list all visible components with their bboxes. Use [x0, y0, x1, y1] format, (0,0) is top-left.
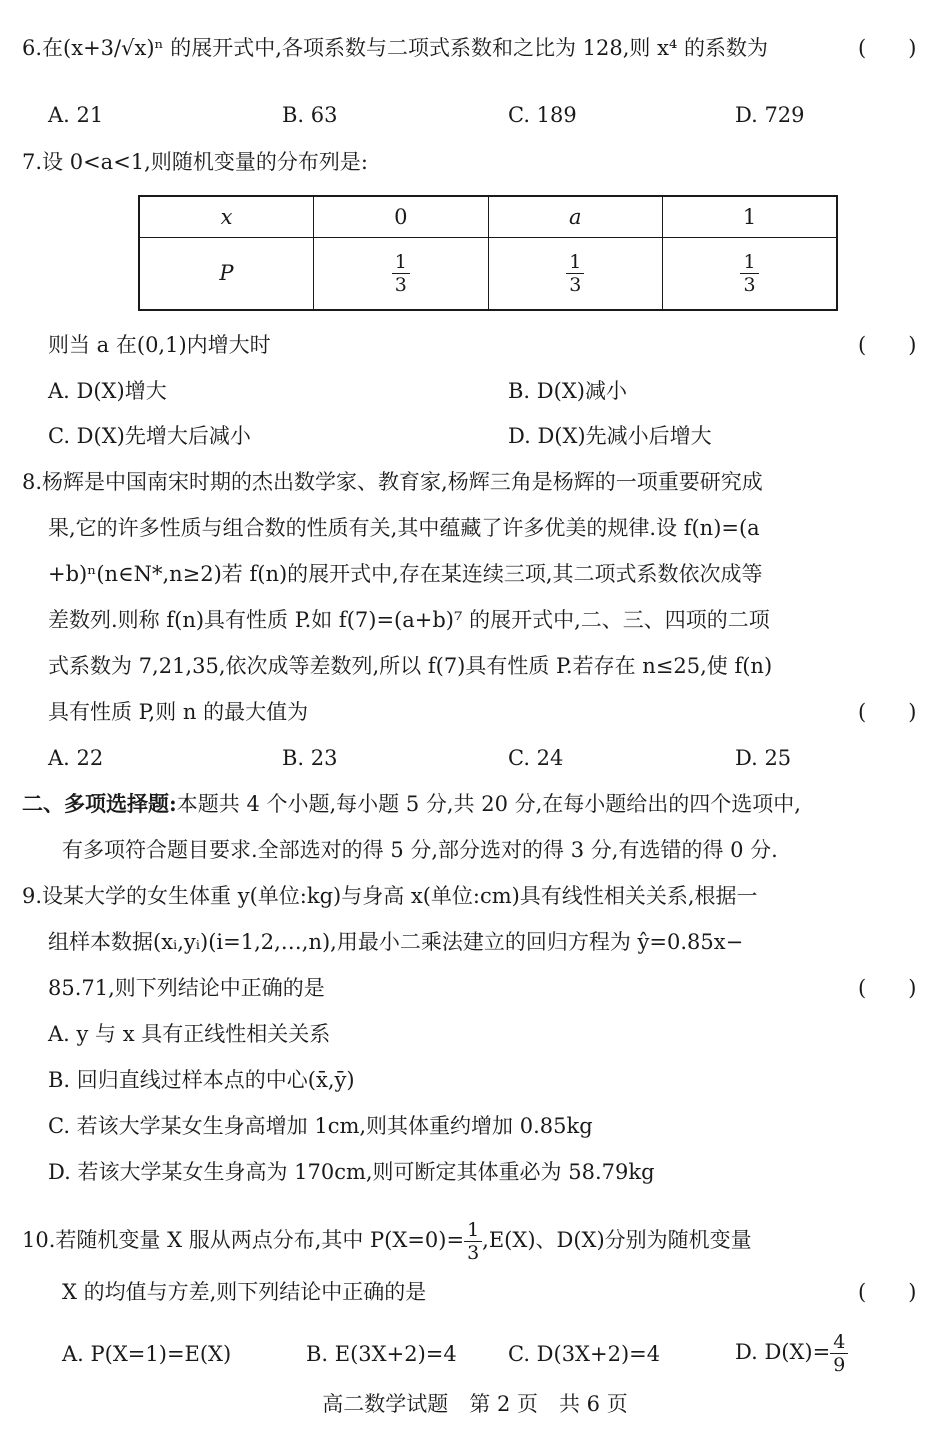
q10-fraction-numerator: 1: [464, 1219, 482, 1242]
q10-stem-b: ,E(X)、D(X)分别为随机变量: [482, 1228, 752, 1252]
table-cell-p-3: [663, 237, 838, 310]
fraction-numerator: 1: [392, 251, 410, 274]
table-cell-p-label: P: [139, 237, 314, 310]
q8-option-c: C. 24: [508, 746, 564, 770]
q8-option-d: D. 25: [735, 746, 792, 770]
q10-option-d-denominator: 9: [833, 1354, 846, 1376]
q7-answer-paren: ( ): [858, 333, 917, 357]
q7-line2: 则当 a 在(0,1)内增大时: [48, 333, 271, 357]
q10-option-d-numerator: 4: [830, 1331, 848, 1354]
table-cell-p-2: [488, 237, 663, 310]
table-row-probabilities: [139, 237, 837, 310]
q8-line-5: 式系数为 7,21,35,依次成等差数列,所以 f(7)具有性质 P.若存在 n≤25,使 f(n): [48, 654, 773, 678]
fraction-numerator: 1: [566, 251, 584, 274]
q7-option-c: C. D(X)先增大后减小: [48, 424, 251, 448]
table-cell-x-label: x: [139, 196, 314, 237]
q10-answer-paren: ( ): [858, 1280, 917, 1304]
distribution-table: [138, 195, 838, 311]
table-cell-x-a: a: [488, 196, 663, 237]
table-cell-p-1: [314, 237, 489, 310]
q7-option-b: B. D(X)减小: [508, 379, 627, 403]
section2-intro: [22, 790, 801, 818]
q10-option-a: A. P(X=1)=E(X): [62, 1342, 232, 1366]
q6-stem: 6.在(x+3/√x)ⁿ 的展开式中,各项系数与二项式系数和之比为 128,则 x⁴ 的系数为: [22, 36, 769, 60]
q8-line-2: 果,它的许多性质与组合数的性质有关,其中蕴藏了许多优美的规律.设 f(n)=(a: [48, 516, 760, 540]
q9-option-a: A. y 与 x 具有正线性相关关系: [48, 1022, 331, 1046]
table-row-values: [139, 196, 837, 237]
q8-line-3: +b)ⁿ(n∈N*,n≥2)若 f(n)的展开式中,存在某连续三项,其二项式系数依次成等: [48, 562, 763, 586]
q10-fraction-denominator: 3: [467, 1242, 480, 1264]
q8-answer-paren: ( ): [858, 700, 917, 724]
q9-line-2: 组样本数据(xᵢ,yᵢ)(i=1,2,…,n),用最小二乘法建立的回归方程为 ŷ=0.85x−: [48, 930, 744, 954]
q6-option-a: A. 21: [48, 103, 104, 127]
q10-stem-a: 10.若随机变量 X 服从两点分布,其中 P(X=0)=: [22, 1228, 465, 1252]
q10-option-b: B. E(3X+2)=4: [306, 1342, 457, 1366]
fraction-denominator: 3: [394, 273, 407, 296]
q9-option-b: B. 回归直线过样本点的中心(x̄,ȳ): [48, 1068, 355, 1092]
q8-option-b: B. 23: [282, 746, 338, 770]
q10-line-1: [22, 1218, 752, 1264]
fraction-numerator: 1: [740, 251, 758, 274]
q10-option-d: [735, 1328, 848, 1376]
q9-line-3: 85.71,则下列结论中正确的是: [48, 976, 325, 1000]
table-cell-x-1: 1: [663, 196, 838, 237]
q10-line-2: X 的均值与方差,则下列结论中正确的是: [62, 1280, 427, 1304]
q9-answer-paren: ( ): [858, 976, 917, 1000]
q10-option-d-label: D. D(X)=: [735, 1340, 831, 1364]
q6-option-c: C. 189: [508, 103, 577, 127]
q9-option-d: D. 若该大学某女生身高为 170cm,则可断定其体重必为 58.79kg: [48, 1160, 655, 1184]
q8-line-6: 具有性质 P,则 n 的最大值为: [48, 700, 309, 724]
q6-option-b: B. 63: [282, 103, 338, 127]
fraction-denominator: 3: [743, 273, 756, 296]
q8-line-4: 差数列.则称 f(n)具有性质 P.如 f(7)=(a+b)⁷ 的展开式中,二、三、四项的二项: [48, 608, 770, 632]
section2-line2: 有多项符合题目要求.全部选对的得 5 分,部分选对的得 3 分,有选错的得 0 分.: [62, 838, 778, 862]
table-cell-x-0: 0: [314, 196, 489, 237]
q7-option-a: A. D(X)增大: [48, 379, 167, 403]
q6-option-d: D. 729: [735, 103, 805, 127]
page-footer: 高二数学试题 第 2 页 共 6 页: [322, 1392, 628, 1416]
q7-stem: 7.设 0<a<1,则随机变量的分布列是:: [22, 150, 368, 174]
q6-answer-paren: ( ): [858, 36, 917, 60]
q10-option-c: C. D(3X+2)=4: [508, 1342, 661, 1366]
q9-line-1: 9.设某大学的女生体重 y(单位:kg)与身高 x(单位:cm)具有线性相关关系,根据一: [22, 884, 758, 908]
fraction-denominator: 3: [569, 273, 582, 296]
section2-line1: 本题共 4 个小题,每小题 5 分,共 20 分,在每小题给出的四个选项中,: [176, 792, 801, 816]
q9-option-c: C. 若该大学某女生身高增加 1cm,则其体重约增加 0.85kg: [48, 1114, 593, 1138]
q8-option-a: A. 22: [48, 746, 104, 770]
section2-heading: 二、多项选择题:: [22, 791, 177, 816]
q7-option-d: D. D(X)先减小后增大: [508, 424, 712, 448]
q8-line-1: 8.杨辉是中国南宋时期的杰出数学家、教育家,杨辉三角是杨辉的一项重要研究成: [22, 470, 763, 494]
